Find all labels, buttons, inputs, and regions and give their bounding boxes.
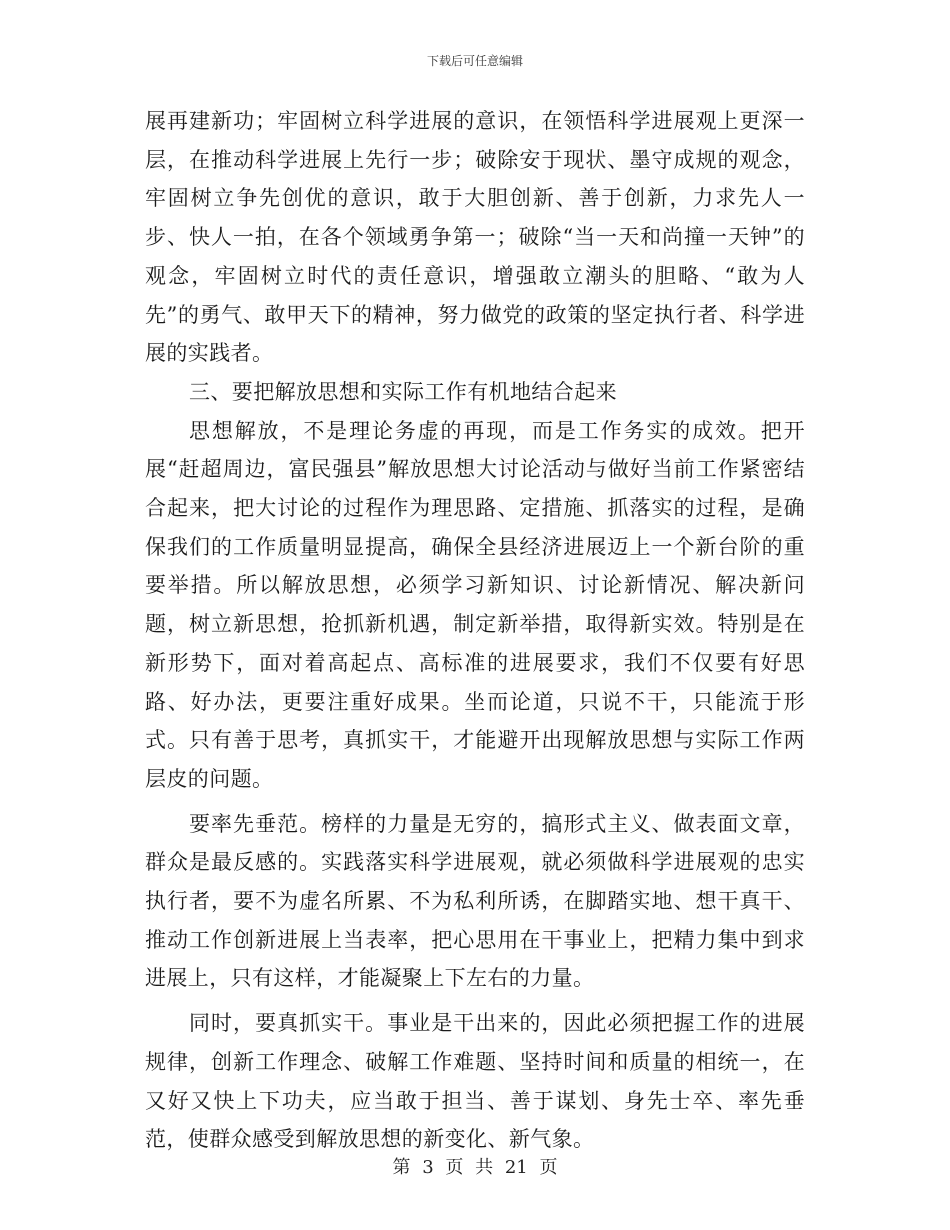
paragraph-thought-liberation: 思想解放，不是理论务虚的再现，而是工作务实的成效。把开展“赶超周边，富民强县”解放思想大讨论活动与做好当前工作紧密结合起来，把大讨论的过程作为理思路、定措施、抓落实的过程，是确保我们的工作质量明显提高，确保全县经济进展迈上一个新台阶的重要举措。所以解放思想，必须学习新知识、讨论新情况、解决新问题，树立新思想，抢抓新机遇，制定新举措，取得新实效。特别是在新形势下，面对着高起点、高标准的进展要求，我们不仅要有好思路、好办法，更要注重好成果。坐而论道，只说不干，只能流于形式。只有善于思考，真抓实干，才能避开出现解放思想与实际工作两层皮的问题。 [145, 418, 805, 791]
paragraph-hard-work: 同时，要真抓实干。事业是干出来的，因此必须把握工作的进展规律，创新工作理念、破解工作难题、坚持时间和质量的相统一，在又好又快上下功夫，应当敢于担当、善于谋划、身先士卒、率先垂范，使群众感受到解放思想的新变化、新气象。 [145, 1011, 805, 1152]
paragraph-lead-by-example: 要率先垂范。榜样的力量是无穷的，搞形式主义、做表面文章，群众是最反感的。实践落实科学进展观，就必须做科学进展观的忠实执行者，要不为虚名所累、不为私利所诱，在脚踏实地、想干真干、推动工作创新进展上当表率，把心思用在干事业上，把精力集中到求进展上，只有这样，才能凝聚上下左右的力量。 [145, 811, 805, 991]
section-heading: 三、要把解放思想和实际工作有机地结合起来 [189, 379, 617, 404]
page-header: 下载后可任意编辑 [426, 54, 523, 68]
document-body [145, 102, 805, 1159]
paragraph-continued: 展再建新功；牢固树立科学进展的意识，在领悟科学进展观上更深一层，在推动科学进展上先行一步；破除安于现状、墨守成规的观念，牢固树立争先创优的意识，敢于大胆创新、善于创新，力求先人一步、快人一拍，在各个领域勇争第一；破除“当一天和尚撞一天钟”的观念，牢固树立时代的责任意识，增强敢立潮头的胆略、“敢为人先”的勇气、敢甲天下的精神，努力做党的政策的坚定执行者、科学进展的实践者。 [145, 109, 805, 366]
page-number: 第 3 页 共 21 页 [392, 1157, 558, 1178]
